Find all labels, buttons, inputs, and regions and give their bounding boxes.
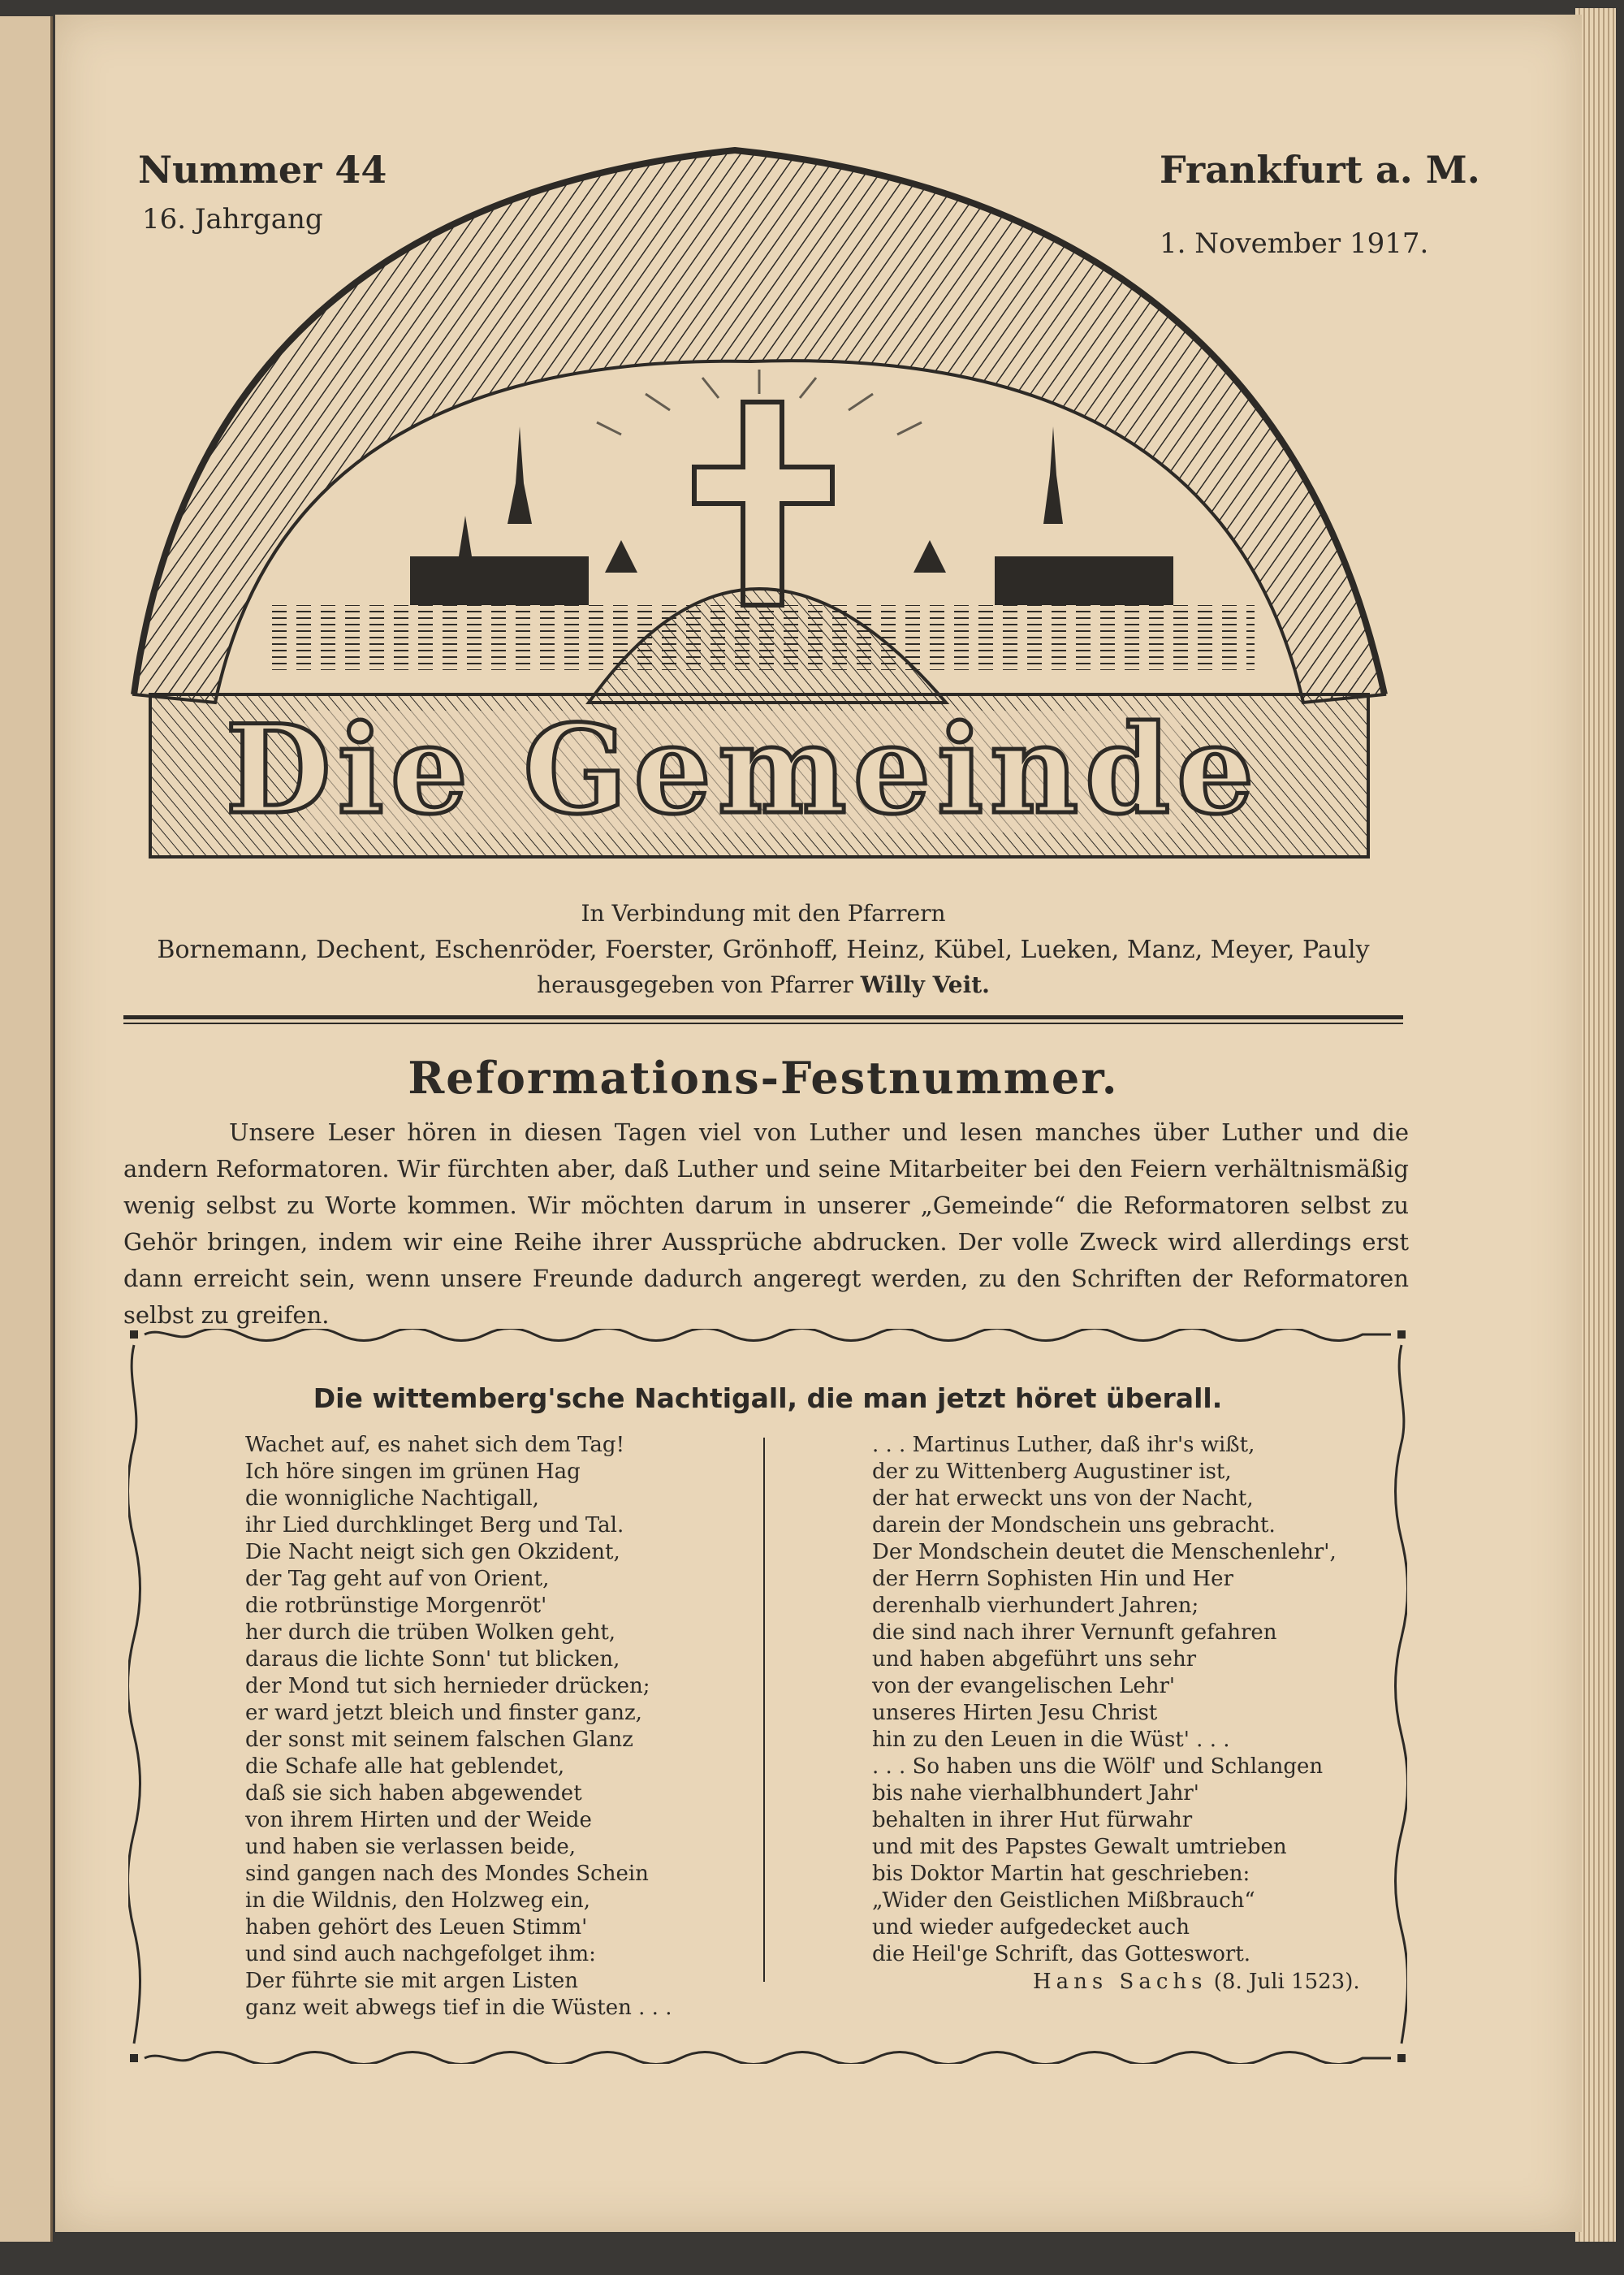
poem-right-column: . . . Martinus Luther, daß ihr's wißt, der zu Wittenberg Augustiner ist, der hat erweckt uns von der Nacht, darein der Mondschein uns gebracht. Der Mondschein deutet die Menschenlehr', der Herrn Sophisten Hin und Her derenhalb vierhundert Jahren; die sind nach ihrer Vernunft gefahren und haben abgeführt uns sehr von der evangelischen Lehr' unseres Hirten Jesu Christ hin zu den Leuen in die Wüst' . . . . . . So haben uns die Wölf' und Schlangen bis nahe vierhalbhundert Jahr' behalten in ihrer Hut fürwahr und mit des Papstes Gewalt umtrieben bis Doktor Martin hat geschrieben: „Wider den Geistlichen Mißbrauch“ und wieder aufgedecket auch die Heil'ge Schrift, das Gotteswort. — [872, 1433, 1337, 1966]
poem-attribution — [1033, 1970, 1360, 1994]
article-heading: Reformations-Festnummer. — [408, 1052, 1119, 1104]
poem-author-date: (8. Juli 1523). — [1213, 1970, 1360, 1994]
volume-year: 16. Jahrgang — [142, 203, 323, 236]
article-body — [123, 1114, 1409, 1334]
masthead-title: Die Gemeinde — [225, 699, 1261, 841]
header-rule-thick — [123, 1015, 1403, 1019]
poem-title: Die wittemberg'sche Nachtigall, die man jetzt höret überall. — [313, 1382, 1223, 1414]
issue-number: Nummer 44 — [138, 148, 387, 192]
article-paragraph: Unsere Leser hören in diesen Tagen viel von Luther und lesen manches über Luther und die andern Reformatoren. Wir fürchten aber, daß Luther und seine Mitarbeiter bei den Feiern verhältnismäßig wenig selbst zu Worte kommen. Wir möchten darum in unserer „Gemeinde“ die Reformatoren selbst zu Gehör bringen, indem wir eine Reihe ihrer Aussprüche abdrucken. Der volle Zweck wird allerdings erst dann erreicht sein, wenn unsere Freunde dadurch angeregt werden, zu den Schriften der Reformatoren selbst zu greifen. — [123, 1118, 1409, 1329]
credits-line-3 — [123, 971, 1403, 998]
previous-page-edge — [0, 16, 53, 2242]
header-rule-thin — [123, 1023, 1403, 1024]
cross — [694, 402, 832, 605]
publication-place: Frankfurt a. M. — [1160, 148, 1480, 192]
publication-date: 1. November 1917. — [1160, 227, 1429, 260]
credits-prefix: herausgegeben von Pfarrer — [537, 971, 853, 998]
credits-line-1: In Verbindung mit den Pfarrern — [581, 900, 946, 927]
editor-name: Willy Veit. — [860, 971, 990, 998]
masthead-illustration — [102, 134, 1409, 889]
credits-line-2: Bornemann, Dechent, Eschenröder, Foerster, Grönhoff, Heinz, Kübel, Lueken, Manz, Meyer, Pauly — [157, 936, 1370, 964]
poem-author: Hans Sachs — [1033, 1970, 1207, 1994]
column-divider — [763, 1438, 765, 1982]
poem-left-column: Wachet auf, es nahet sich dem Tag! Ich höre singen im grünen Hag die wonnigliche Nachtigall, ihr Lied durchklinget Berg und Tal. Die Nacht neigt sich gen Okzident, der Tag geht auf von Orient, die rotbrünstige Morgenröt' her durch die trüben Wolken geht, daraus die lichte Sonn' tut blicken, der Mond tut sich hernieder drücken; er ward jetzt bleich und finster ganz, der sonst mit seinem falschen Glanz die Schafe alle hat geblendet, daß sie sich haben abgewendet von ihrem Hirten und der Weide und haben sie verlassen beide, sind gangen nach des Mondes Schein in die Wildnis, den Holzweg ein, haben gehört des Leuen Stimm' und sind auch nachgefolget ihm: Der führte sie mit argen Listen ganz weit abwegs tief in die Wüsten . . . — [245, 1433, 672, 2020]
